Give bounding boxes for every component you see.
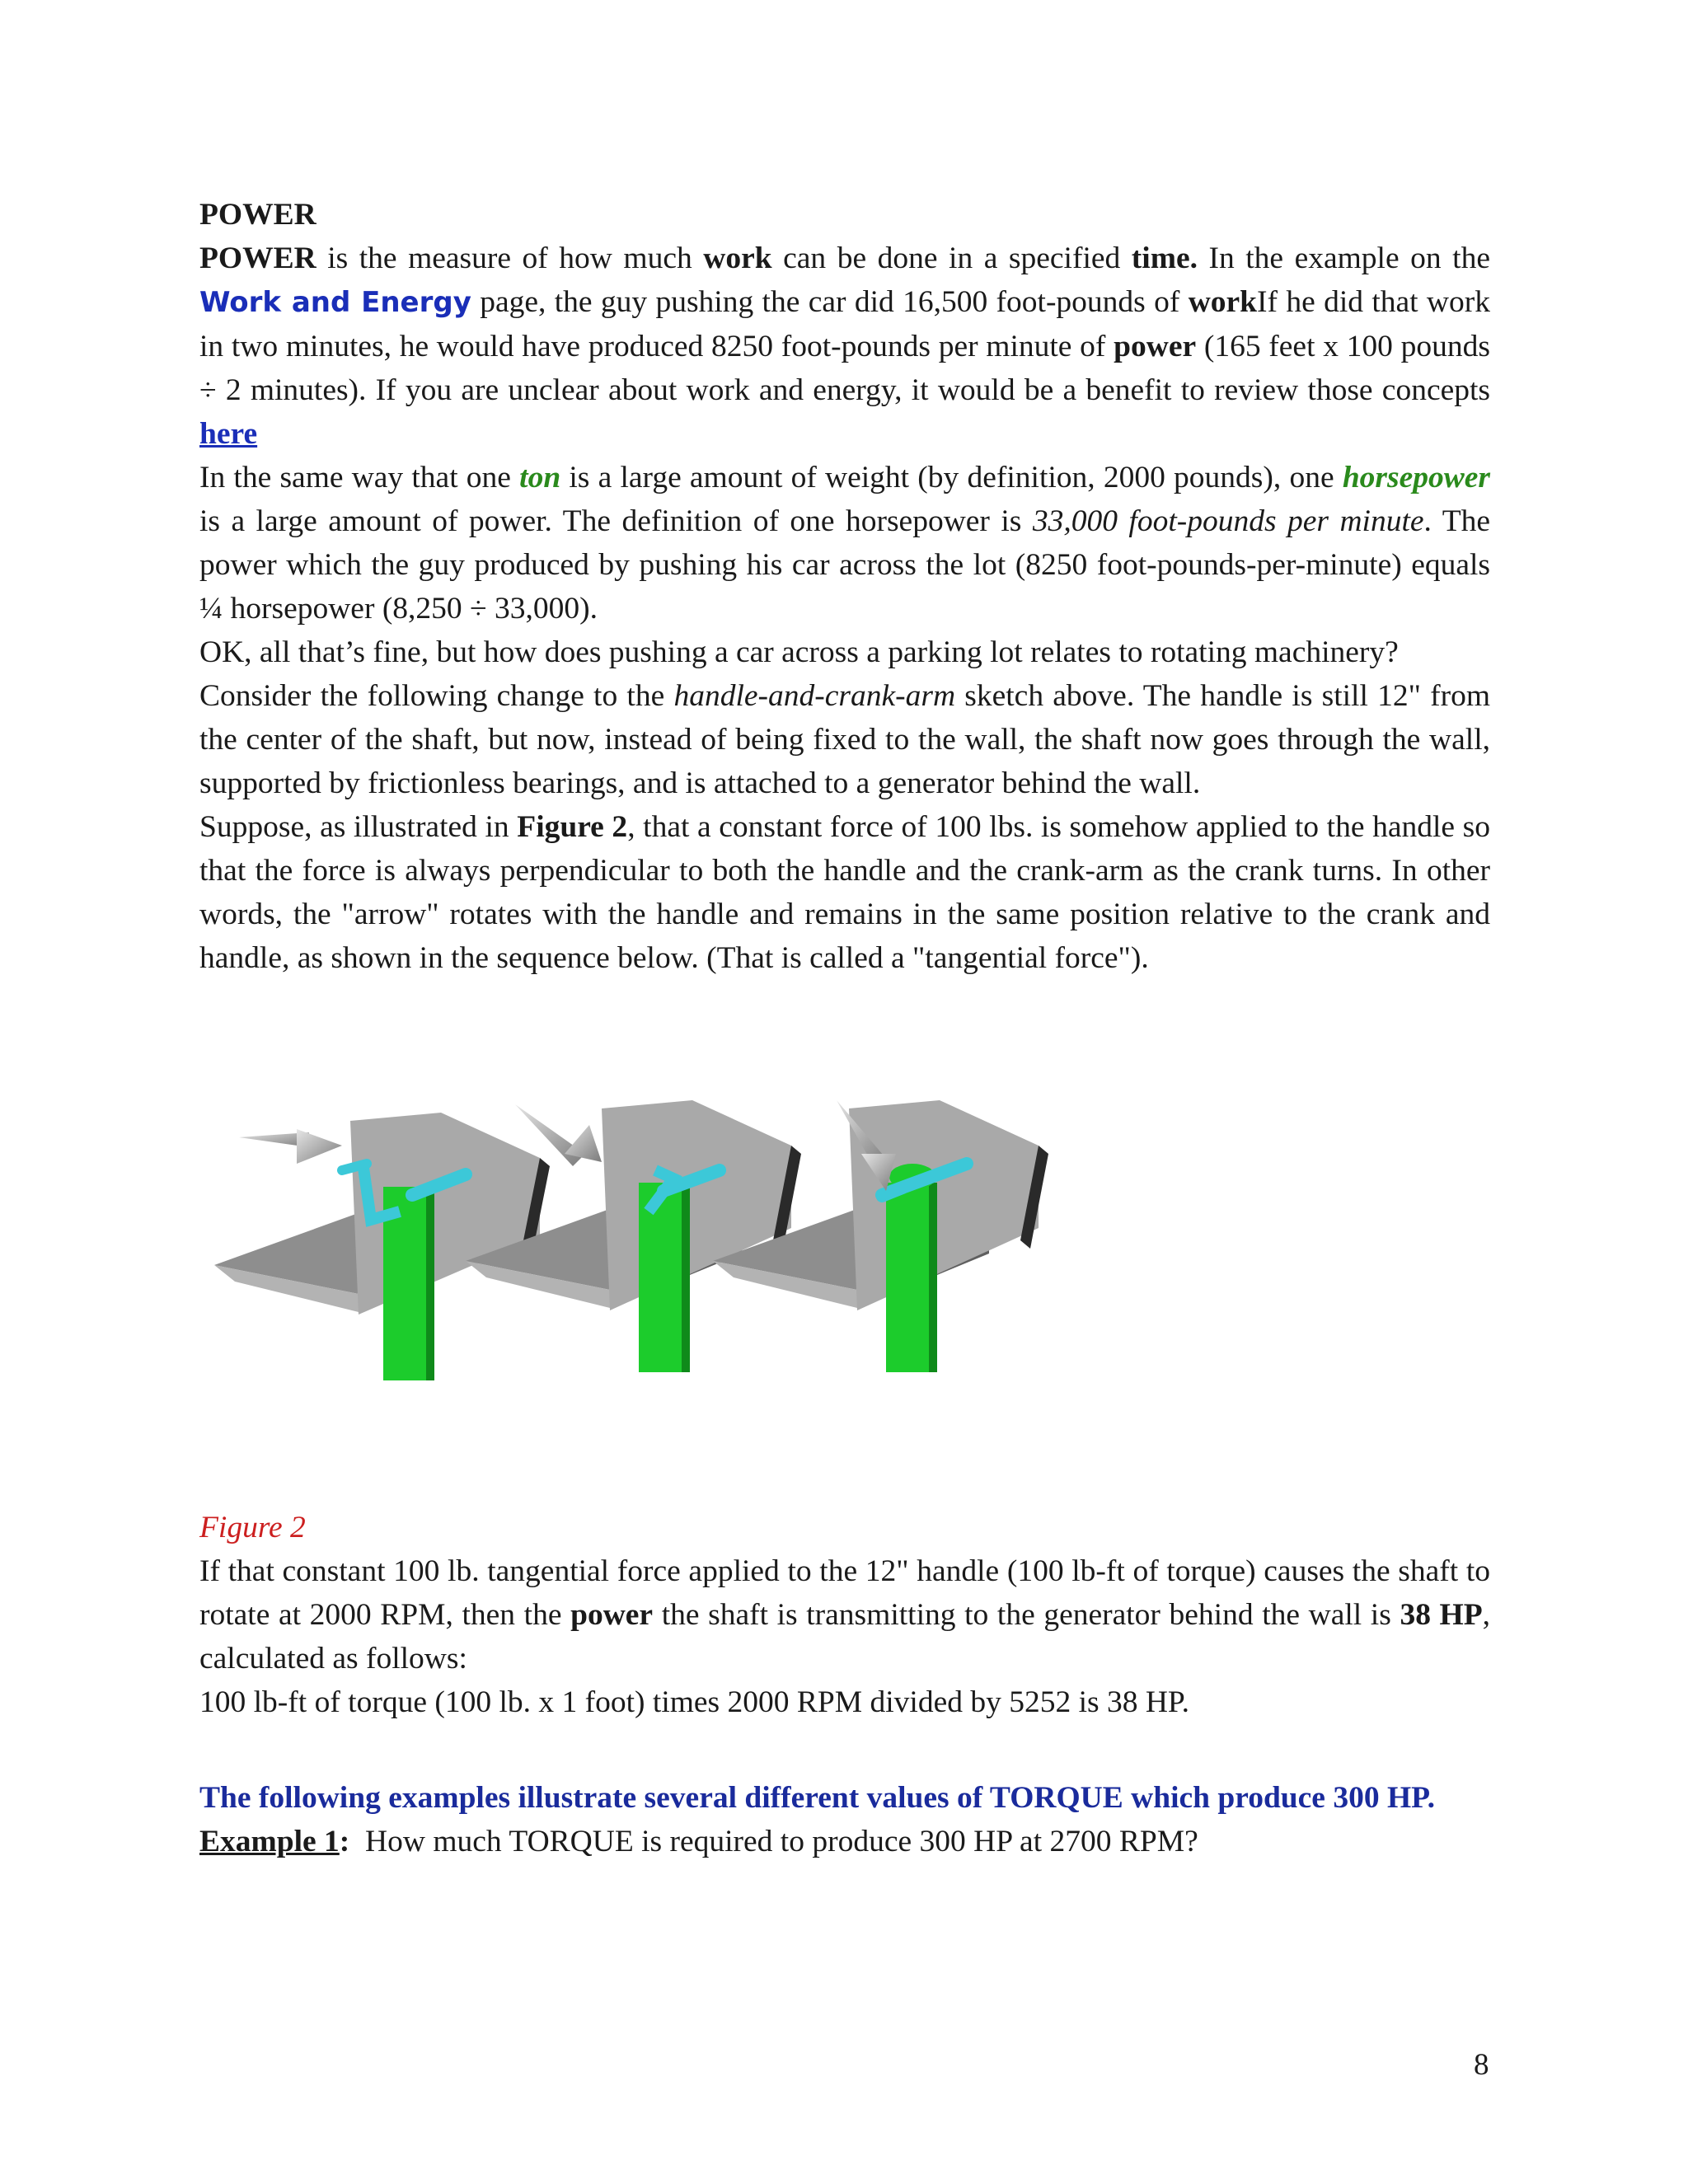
- document-body-lower: [199, 1506, 1490, 1863]
- paragraph-horsepower: In the same way that one ton is a large amount of weight (by definition, 2000 pounds), one horsepower is a large amount of power. The definition of one horsepower is 33,000 foot-pounds per minute. The power which the guy produced by pushing his car across the lot (8250 foot-pounds-per-minute) equals ¼ horsepower (8,250 ÷ 33,000).: [199, 461, 1490, 626]
- example-1: Example 1: How much TORQUE is required to produce 300 HP at 2700 RPM?: [199, 1825, 1198, 1858]
- document-body: [199, 193, 1490, 980]
- power-term-2: power: [1114, 330, 1197, 363]
- work-term: work: [703, 241, 772, 275]
- power-term-3: power: [570, 1598, 654, 1632]
- figure-2-crank-sequence: [210, 1096, 1479, 1492]
- support-post: [639, 1183, 682, 1372]
- work-term-2: work: [1188, 285, 1258, 319]
- paragraph-crank-change: Consider the following change to the handle-and-crank-arm sketch above. The handle is still 12" from the center of the shaft, but now, instead of being fixed to the wall, the shaft now goes through the wall, supported by frictionless bearings, and is attached to a generator behind the wall.: [199, 679, 1491, 800]
- crank-handle-icon: [882, 1188, 903, 1197]
- paragraph-calculation: 100 lb-ft of torque (100 lb. x 1 foot) times 2000 RPM divided by 5252 is 38 HP.: [199, 1685, 1190, 1719]
- support-post: [886, 1183, 929, 1372]
- section-title: POWER: [199, 198, 316, 232]
- paragraph-power-definition: POWER is the measure of how much work can be done in a specified time. In the example on the Work and Energy page, the guy pushing the car did 16,500 foot-pounds of workIf he did that work in two minutes, he would have produced 8250 foot-pounds per minute of power (165 feet x 100 pounds ÷ 2 minutes). If you are unclear about work and energy, it would be a benefit to review those concepts here: [199, 241, 1490, 451]
- power-term: POWER: [199, 241, 316, 275]
- handle-crank-term: handle-and-crank-arm: [673, 679, 956, 713]
- figure-reference: Figure 2: [517, 810, 628, 844]
- paragraph-38hp: If that constant 100 lb. tangential force applied to the 12" handle (100 lb-ft of torque) causes the shaft to rotate at 2000 RPM, then the power the shaft is transmitting to the generator behind the wall is 38 HP, calculated as follows:: [199, 1554, 1491, 1675]
- ton-term: ton: [519, 461, 561, 494]
- examples-heading: The following examples illustrate several different values of TORQUE which produce 300 HP.: [199, 1781, 1435, 1815]
- hp-result: 38 HP: [1400, 1598, 1483, 1632]
- figure-caption: Figure 2: [199, 1511, 306, 1544]
- example-1-label: Example 1: [199, 1825, 340, 1858]
- horsepower-term: horsepower: [1342, 461, 1490, 494]
- work-and-energy-link[interactable]: Work and Energy: [199, 286, 471, 319]
- page-number: 8: [1474, 2048, 1489, 2082]
- here-link[interactable]: here: [199, 417, 258, 451]
- paragraph-tangential-force: Suppose, as illustrated in Figure 2, that a constant force of 100 lbs. is somehow applied to the handle so that the force is always perpendicular to both the handle and the crank-arm as the crank turns. In other words, the "arrow" rotates with the handle and remains in the same position relative to the crank and handle, as shown in the sequence below. (That is called a "tangential force").: [199, 810, 1490, 975]
- crank-panel-1: [214, 1113, 550, 1380]
- paragraph-question: OK, all that’s fine, but how does pushing a car across a parking lot relates to rotating machinery?: [199, 635, 1399, 669]
- horsepower-definition: 33,000 foot-pounds per minute: [1032, 504, 1424, 538]
- time-term: time.: [1131, 241, 1198, 275]
